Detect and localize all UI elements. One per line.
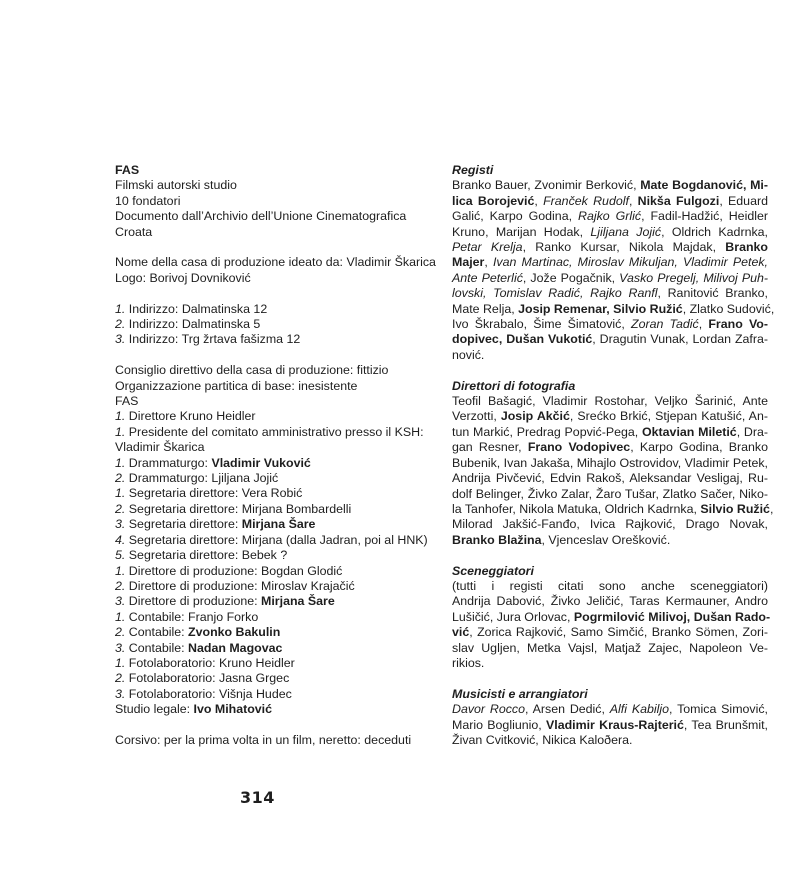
credit-line	[452, 533, 768, 548]
name-deceased: Branko Blažina	[452, 532, 542, 547]
name-text: (tutti i registi citati sono anche sceneggiatori)	[452, 578, 768, 593]
item-text: Segretaria direttore:	[128, 517, 242, 532]
section-spacer	[452, 548, 768, 563]
role-item	[115, 440, 433, 455]
name-text: nović.	[452, 347, 485, 362]
role-item	[115, 486, 433, 501]
name-text: , Dra-	[736, 424, 768, 439]
credit-line	[452, 733, 768, 748]
item-text: Indirizzo: Trg žrtava fašizma 12	[128, 332, 301, 347]
name-text: , Tea Brunšmit,	[683, 717, 768, 732]
role-item	[115, 548, 433, 563]
name-text: , Zlatko Sudović,	[682, 301, 775, 316]
credit-line	[452, 394, 768, 409]
item-number: 1.	[115, 301, 126, 316]
credit-line	[452, 194, 768, 209]
item-text: Fotolaboratorio: Jasna Grgec	[128, 671, 290, 686]
page-number: 314	[240, 788, 275, 807]
item-number: 2.	[115, 501, 126, 516]
item-text: Segretaria direttore: Mirjana Bombardelli	[128, 501, 352, 516]
item-number: 1.	[115, 609, 126, 624]
credit-line	[452, 209, 768, 224]
item-text: Direttore Kruno Heidler	[128, 409, 256, 424]
item-number: 3.	[115, 640, 126, 655]
name-deceased: Frano Vo-	[708, 317, 769, 332]
address-list	[115, 302, 433, 348]
name-text: Milorad Jakšić-Fanđo, Ivica Rajković, Drago Novak,	[452, 517, 768, 532]
studio-title: FAS	[115, 163, 140, 177]
address-item	[115, 302, 433, 317]
name-text: Verzotti,	[452, 409, 501, 424]
name-first-film: Franček Rudolf	[543, 193, 629, 208]
item-number: 3.	[115, 686, 126, 701]
intro-line: Croata	[115, 224, 153, 239]
item-text: Indirizzo: Dalmatinska 12	[128, 301, 268, 316]
name-first-film: Ivan Martinac, Miroslav Mikuljan, Vladimir Petek,	[492, 255, 768, 270]
role-item	[115, 502, 433, 517]
name-text: , Ranko Kursar, Nikola Majdak,	[522, 240, 726, 255]
party-line: Organizzazione partitica di base: inesistente	[115, 378, 358, 393]
name-text: Andrija Pivčević, Edvin Rakoš, Aleksandar Vesligaj, Ru-	[452, 471, 768, 486]
name-deceased: lica Borojević	[452, 193, 535, 208]
name-text: , Jože Pogačnik,	[522, 270, 620, 285]
name-text: la Tanhofer, Nikola Matuka, Oldrich Kadrnka,	[452, 501, 701, 516]
right-column	[452, 163, 775, 748]
role-item	[115, 594, 433, 609]
name-deceased: Nikša Fulgozi	[637, 193, 720, 208]
name-text: ,	[484, 255, 493, 270]
name-deceased: Majer	[452, 255, 485, 270]
credit-line	[452, 425, 768, 440]
name-text: , Eduard	[719, 193, 768, 208]
section-heading: Direttori di fotografia	[452, 378, 576, 393]
role-item	[115, 564, 433, 579]
name-deceased: Frano Vodopivec	[527, 440, 631, 455]
role-item	[115, 533, 433, 548]
credit-line	[452, 625, 768, 640]
role-item	[115, 517, 433, 532]
name-text: slav Ugljen, Metka Vajsl, Matjaž Zajec, Napoleon Ve-	[452, 640, 768, 655]
name-text: Bubenik, Ivan Jakaša, Mihajlo Ostrovidov, Vladimir Petek,	[452, 455, 768, 470]
section-spacer	[452, 363, 768, 378]
credit-line	[452, 641, 768, 656]
name-text: Branko Bauer, Zvonimir Berković,	[452, 178, 641, 193]
item-text: Contabile:	[128, 640, 189, 655]
name-first-film: Alfi Kabiljo	[609, 702, 670, 717]
role-item	[115, 625, 433, 640]
item-text: Studio legale:	[115, 702, 194, 717]
section-heading: Registi	[452, 163, 494, 177]
credit-line	[452, 348, 768, 363]
credit-line	[452, 702, 768, 717]
credit-line	[452, 718, 768, 733]
name-text: Kruno, Marijan Hodak,	[452, 224, 591, 239]
role-item	[115, 409, 433, 424]
item-text: Direttore di produzione:	[128, 594, 262, 609]
credit-line	[452, 255, 768, 270]
name-text: , Dragutin Vunak, Lordan Zafra-	[592, 332, 768, 347]
name-first-film: Petar Krelja	[452, 240, 523, 255]
logo-credit: Logo: Borivoj Dovniković	[115, 270, 251, 285]
item-text: Indirizzo: Dalmatinska 5	[128, 317, 261, 332]
name-text: , Karpo Godina, Branko	[630, 440, 768, 455]
item-number: 2.	[115, 625, 126, 640]
item-text: Fotolaboratorio: Višnja Hudec	[128, 686, 292, 701]
item-text: Drammaturgo: Ljiljana Jojić	[128, 471, 279, 486]
item-text: Direttore di produzione: Miroslav Krajačić	[128, 578, 355, 593]
name-first-film: Ante Peterlić	[452, 270, 523, 285]
item-text: Contabile:	[128, 625, 189, 640]
name-text: , Vjenceslav Orešković.	[541, 532, 671, 547]
item-number: 3.	[115, 332, 126, 347]
item-text: Segretaria direttore: Bebek ?	[128, 548, 288, 563]
intro-line: 10 fondatori	[115, 193, 181, 208]
item-name-bold: Vladimir Vuković	[211, 455, 311, 470]
item-text: Segretaria direttore: Mirjana (dalla Jadran, poi al HNK)	[128, 532, 428, 547]
name-text: , Arsen Dedić,	[525, 702, 610, 717]
name-deceased: Branko	[725, 240, 768, 255]
role-item	[115, 471, 433, 486]
credit-line	[452, 487, 768, 502]
credit-line	[452, 240, 768, 255]
name-text: Mate Relja,	[452, 301, 519, 316]
name-text: ,	[769, 501, 774, 516]
item-name-bold: Ivo Mihatović	[193, 702, 273, 717]
item-number: 1.	[115, 563, 126, 578]
credit-line	[452, 317, 768, 332]
role-item	[115, 641, 433, 656]
credit-line	[452, 471, 768, 486]
item-text: Drammaturgo:	[128, 455, 212, 470]
name-deceased: dopivec, Dušan Vukotić	[452, 332, 593, 347]
name-text: ,	[698, 317, 709, 332]
credit-line	[452, 594, 768, 609]
address-item	[115, 332, 433, 347]
address-item	[115, 317, 433, 332]
credit-line	[452, 301, 775, 317]
left-column	[115, 163, 436, 748]
name-text: Mario Bogliunio,	[452, 717, 546, 732]
name-text: ,	[628, 193, 638, 208]
credit-line	[452, 332, 768, 347]
name-text: Ivo Škrabalo, Šime Šimatović,	[452, 317, 631, 332]
fas-label: FAS	[115, 394, 139, 409]
credit-line	[452, 501, 774, 517]
item-number: 1.	[115, 655, 126, 670]
item-number: 2.	[115, 471, 126, 486]
item-number: 5.	[115, 548, 126, 563]
item-name-bold: Zvonko Bakulin	[188, 625, 281, 640]
name-deceased: vić	[452, 625, 470, 640]
roles-list	[115, 409, 433, 717]
credit-line	[452, 178, 768, 193]
name-deceased: Josip Akčić	[500, 409, 570, 424]
name-text: Teofil Bašagić, Vladimir Rostohar, Veljko Šarinić, Ante	[452, 394, 768, 409]
item-text: Fotolaboratorio: Kruno Heidler	[128, 655, 295, 670]
name-text: ,	[534, 193, 544, 208]
item-text: Segretaria direttore: Vera Robić	[128, 486, 303, 501]
item-number: 2.	[115, 317, 126, 332]
legend-note: Corsivo: per la prima volta in un film, neretto: deceduti	[115, 732, 412, 747]
item-number: 2.	[115, 671, 126, 686]
name-text: , Zorica Rajković, Samo Simčić, Branko Sömen, Zori-	[469, 625, 768, 640]
item-name-bold: Mirjana Šare	[241, 517, 316, 532]
name-deceased: Oktavian Miletić	[642, 424, 737, 439]
item-number: 2.	[115, 578, 126, 593]
item-name-bold: Nadan Magovac	[188, 640, 283, 655]
item-number: 3.	[115, 594, 126, 609]
name-text: , Tomica Simović,	[669, 702, 768, 717]
item-number: 1.	[115, 455, 126, 470]
name-text: , Ranitović Branko,	[657, 286, 768, 301]
credit-line	[452, 409, 768, 424]
name-text: Galić, Karpo Godina,	[452, 209, 578, 224]
credit-line	[452, 440, 768, 455]
credit-line	[452, 225, 768, 240]
section-spacer	[452, 671, 768, 686]
section-heading: Musicisti e arrangiatori	[452, 686, 588, 701]
name-text: gan Resner,	[452, 440, 528, 455]
item-text: Presidente del comitato amministrativo presso il KSH:	[128, 424, 424, 439]
name-first-film: Vasko Pregelj, Milivoj Puh-	[619, 270, 768, 285]
name-deceased: Josip Remenar, Silvio Ružić	[518, 301, 683, 316]
name-deceased: Silvio Ružić	[700, 501, 770, 516]
name-first-film: Rajko Grlić	[578, 209, 642, 224]
item-number: 1.	[115, 409, 126, 424]
item-text: Contabile: Franjo Forko	[128, 609, 259, 624]
intro-line: Filmski autorski studio	[115, 178, 237, 193]
credit-line	[452, 271, 768, 286]
credit-line	[452, 656, 768, 671]
name-deceased: Mate Bogdanović, Mi-	[640, 178, 769, 193]
role-item	[115, 656, 433, 671]
item-number: 1.	[115, 424, 126, 439]
name-text: , Oldrich Kadrnka,	[661, 224, 768, 239]
role-item	[115, 456, 433, 471]
section-heading: Sceneggiatori	[452, 563, 534, 578]
role-item	[115, 610, 433, 625]
item-text: Vladimir Škarica	[115, 440, 205, 455]
name-first-film: Zoran Tadić	[631, 317, 699, 332]
role-item	[115, 671, 433, 686]
credit-line	[452, 579, 768, 594]
role-item	[115, 425, 433, 440]
name-first-film: lovski, Tomislav Radić, Rajko Ranfl	[452, 286, 658, 301]
intro-line: Documento dall’Archivio dell’Unione Cinematografica	[115, 209, 407, 224]
name-first-film: Ljiljana Jojić	[590, 224, 662, 239]
credit-line	[452, 286, 768, 301]
name-text: Andrija Dabović, Živko Jeličić, Taras Kermauner, Andro	[452, 594, 768, 609]
item-text: Direttore di produzione: Bogdan Glodić	[128, 563, 343, 578]
role-item	[115, 687, 433, 702]
name-credit: Nome della casa di produzione ideato da: Vladimir Škarica	[115, 255, 436, 270]
role-item	[115, 702, 433, 717]
item-number: 3.	[115, 517, 126, 532]
credit-line	[452, 517, 768, 532]
name-text: , Fadil-Hadžić, Heidler	[641, 209, 768, 224]
name-text: tun Markić, Predrag Popvić-Pega,	[452, 424, 643, 439]
item-name-bold: Mirjana Šare	[261, 594, 335, 609]
name-text: Živan Cvitković, Nikica Kaloðera.	[452, 732, 633, 747]
name-text: dolf Belinger, Živko Zalar, Žaro Tušar, Zlatko Sačer, Niko-	[452, 486, 768, 501]
name-first-film: Davor Rocco	[452, 702, 526, 717]
name-text: , Srećko Brkić, Stjepan Katušić, An-	[569, 409, 768, 424]
role-item	[115, 579, 433, 594]
credit-line	[452, 456, 768, 471]
name-deceased: Pogrmilović Milivoj, Dušan Rado-	[573, 609, 771, 624]
name-text: rikios.	[452, 655, 485, 670]
credit-line	[452, 609, 771, 625]
name-text: Lušičić, Jura Orlovac,	[452, 609, 574, 624]
item-number: 4.	[115, 532, 126, 547]
item-number: 1.	[115, 486, 126, 501]
name-deceased: Vladimir Kraus-Rajterić	[545, 717, 684, 732]
council-line: Consiglio direttivo della casa di produzione: fittizio	[115, 363, 389, 378]
